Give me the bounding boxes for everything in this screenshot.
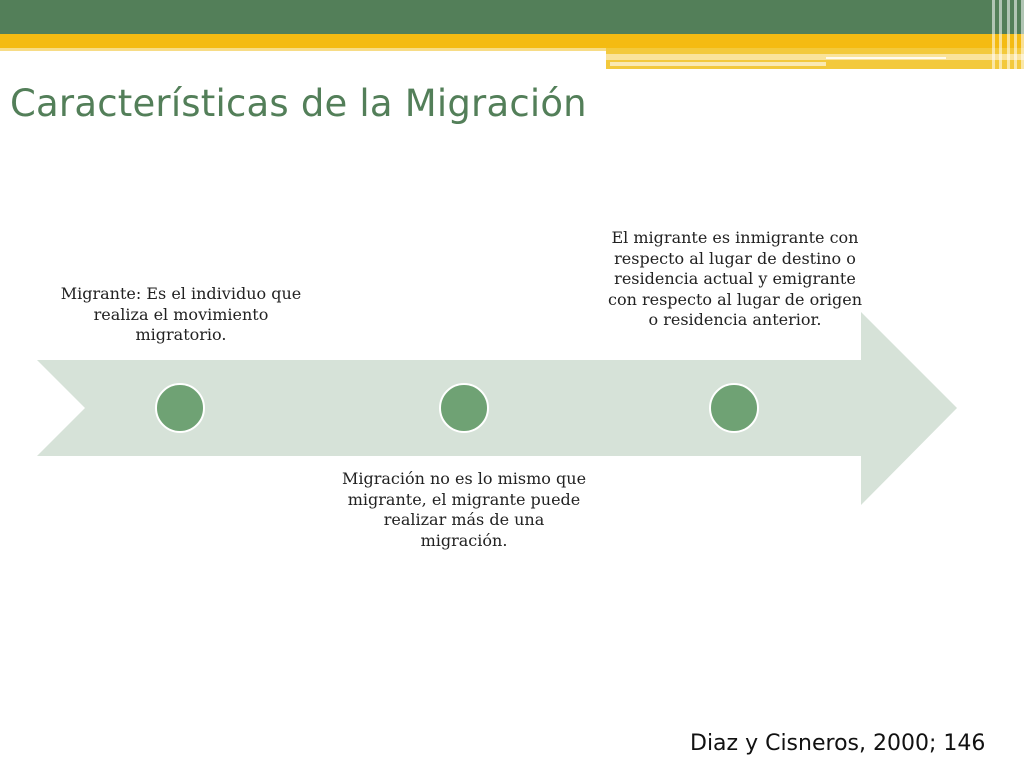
timeline-node-3 [710, 384, 758, 432]
timeline-node-2-text: Migración no es lo mismo que migrante, el migrante puede realizar más de una migración. [341, 469, 587, 550]
citation: Diaz y Cisneros, 2000; 146 [690, 731, 986, 756]
timeline-node-1 [156, 384, 204, 432]
slide-title: Características de la Migración [10, 82, 587, 125]
timeline-node-2 [440, 384, 488, 432]
timeline-node-3-text: El migrante es inmigrante con respecto al lugar de destino o residencia actual y emigrante con respecto al lugar de origen o residencia anterior. [607, 228, 863, 329]
timeline-node-1-text: Migrante: Es el individuo que realiza el movimiento migratorio. [60, 284, 302, 344]
